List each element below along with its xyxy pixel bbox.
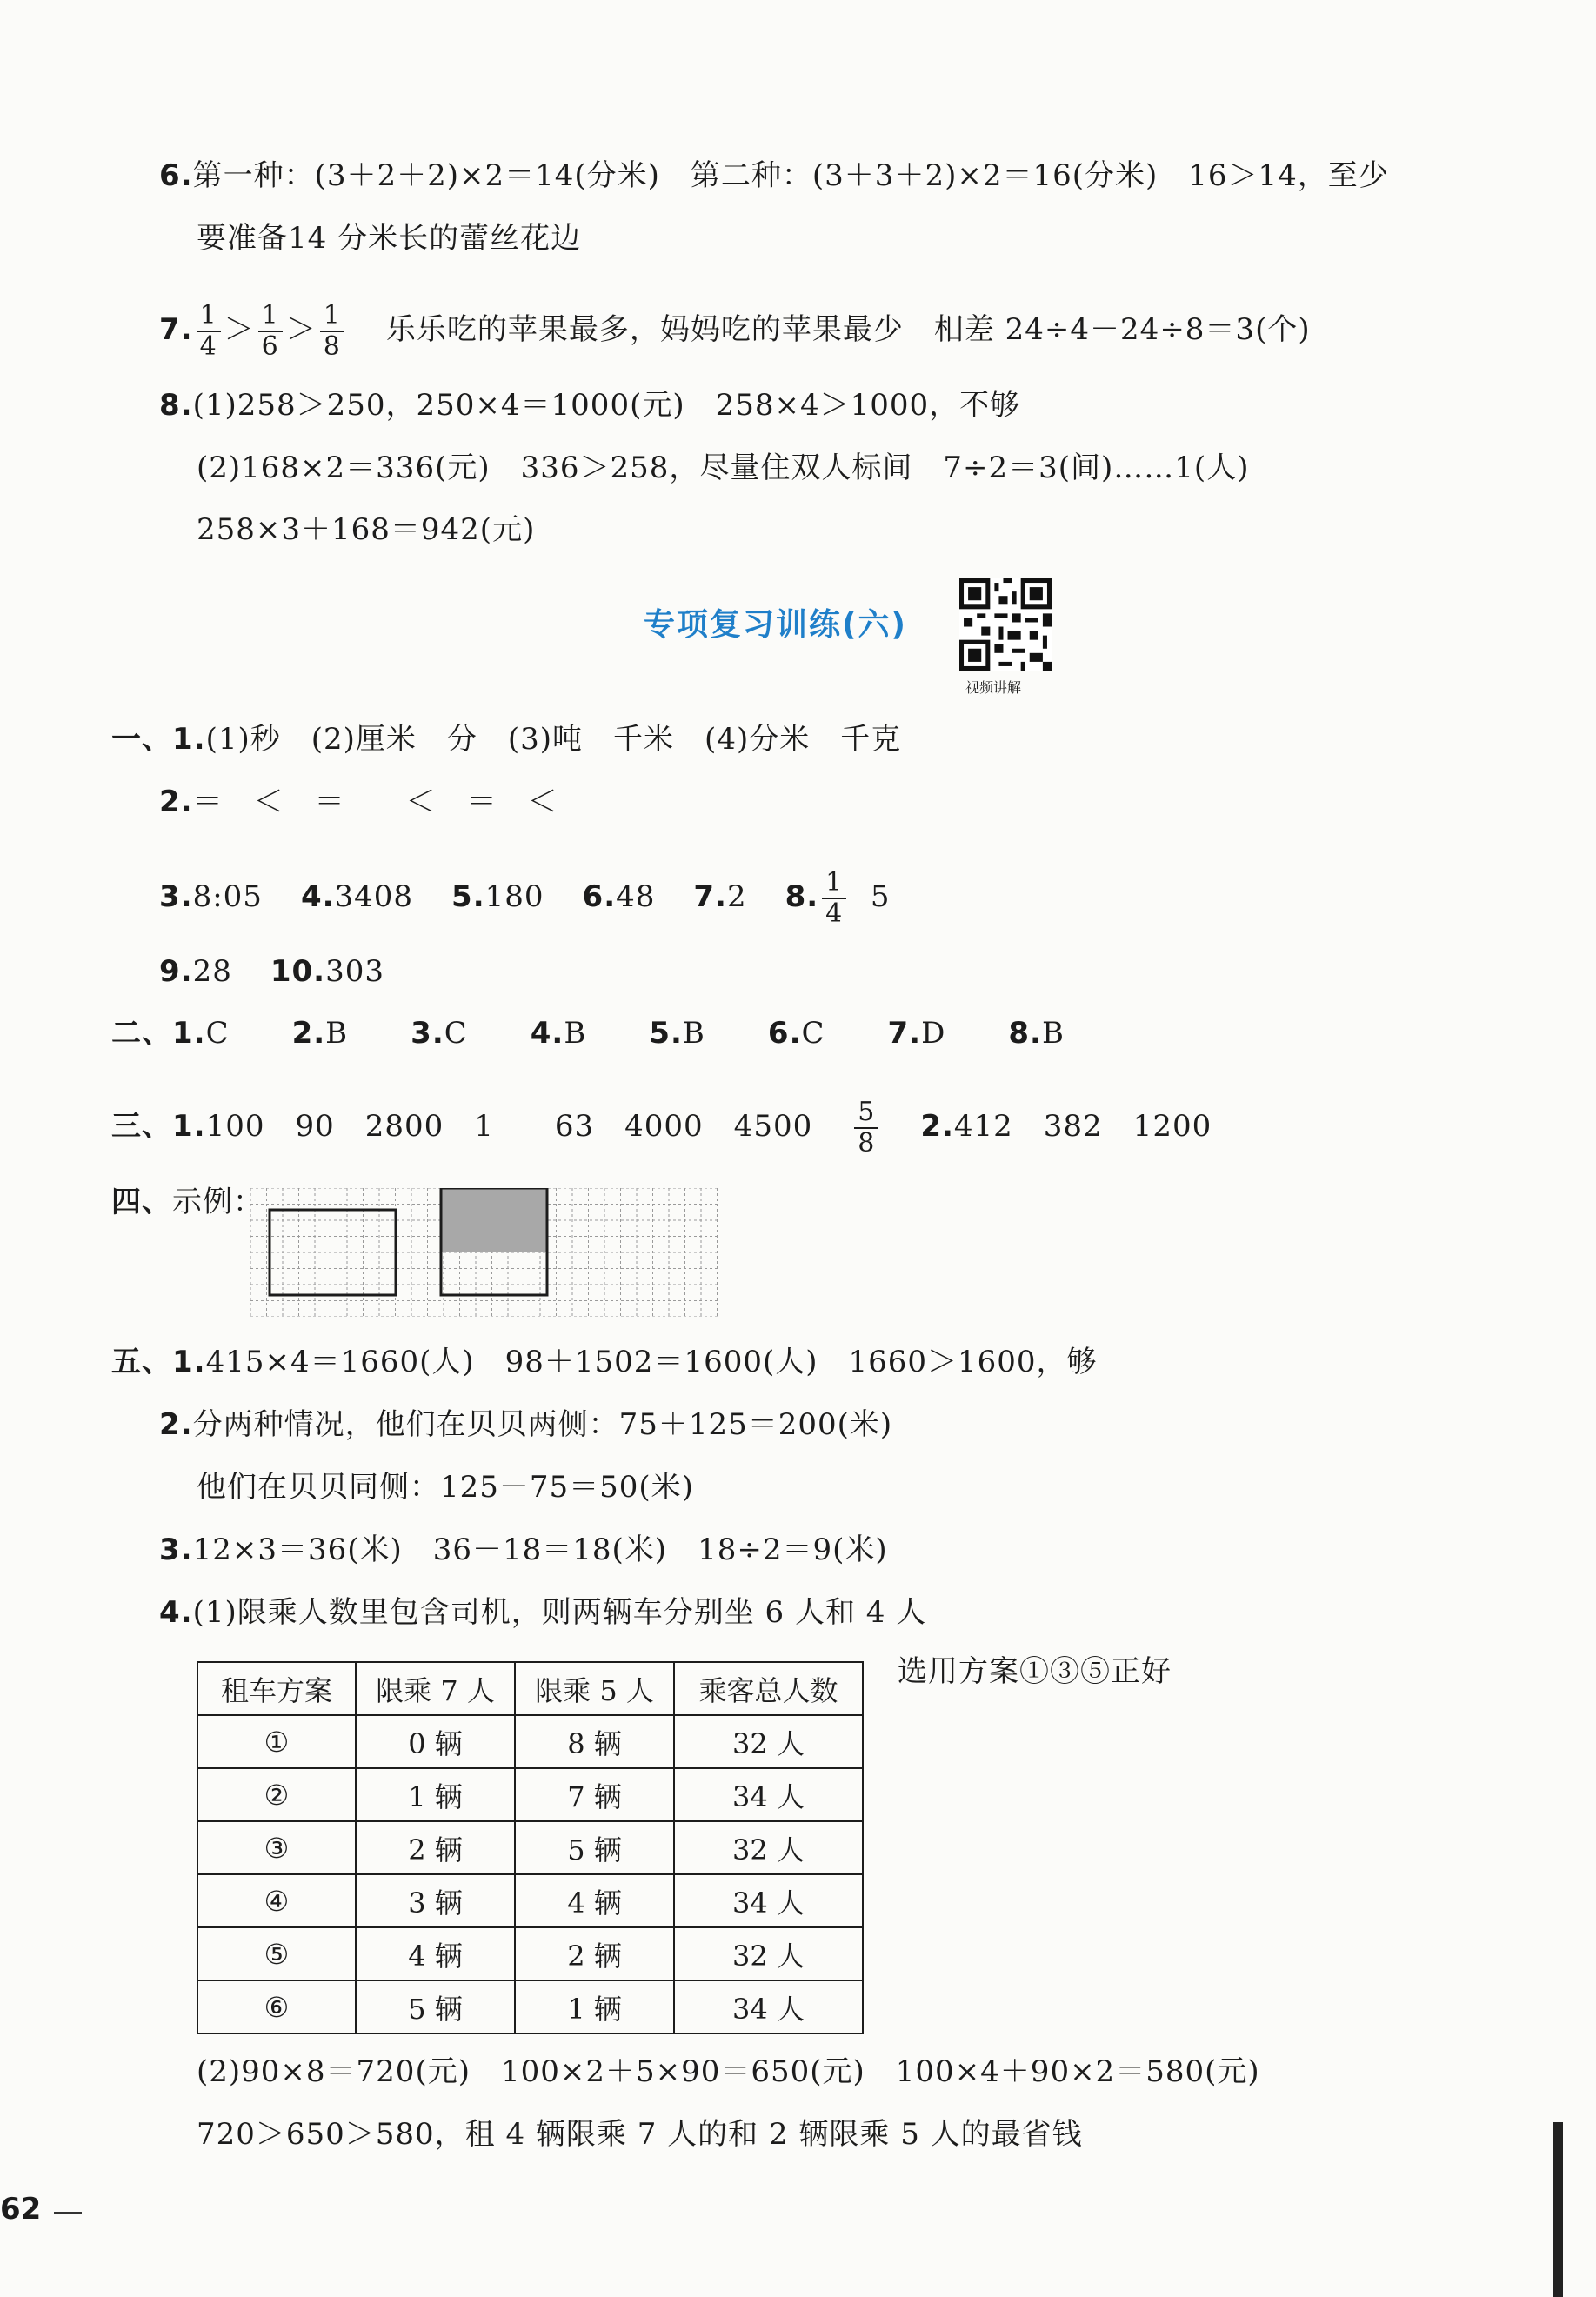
table-cell: ④ bbox=[197, 1874, 356, 1927]
answer-text: 分两种情况，他们在贝贝两侧：75＋125＝200(米) bbox=[192, 1407, 893, 1442]
table-cell: 7 辆 bbox=[515, 1768, 674, 1821]
answer-text: (2)168×2＝336(元) 336＞258，尽量住双人标间 7÷2＝3(间)……1(人) bbox=[197, 451, 1250, 485]
answer-text: 258×3＋168＝942(元) bbox=[197, 512, 536, 547]
item-number: 9. bbox=[159, 954, 193, 989]
table-cell: 3 辆 bbox=[356, 1874, 515, 1927]
table-header: 限乘 5 人 bbox=[515, 1662, 674, 1715]
item-number: 6. bbox=[582, 879, 617, 914]
answer-text: 720＞650＞580，租 4 辆限乘 7 人的和 2 辆限乘 5 人的最省钱 bbox=[197, 2117, 1083, 2152]
table-cell: 4 辆 bbox=[515, 1874, 674, 1927]
table-cell: 32 人 bbox=[674, 1927, 863, 1980]
part-1-line-3 bbox=[159, 868, 891, 929]
table-cell: ② bbox=[197, 1768, 356, 1821]
answer-text: C bbox=[801, 1016, 825, 1051]
item-number: 4. bbox=[300, 879, 335, 914]
answer-text: 2 bbox=[726, 879, 747, 914]
table-row bbox=[197, 1874, 863, 1927]
item-number: 4. bbox=[159, 1595, 193, 1630]
item-number: 1. bbox=[172, 1345, 206, 1379]
item-number: 8. bbox=[785, 879, 819, 914]
table-cell: ⑤ bbox=[197, 1927, 356, 1980]
table-header: 租车方案 bbox=[197, 1662, 356, 1715]
qr-code-icon[interactable] bbox=[959, 578, 1052, 671]
denominator: 8 bbox=[323, 331, 341, 362]
table-cell: 8 辆 bbox=[515, 1715, 674, 1768]
item-number: 10. bbox=[270, 954, 326, 989]
table-cell: 1 辆 bbox=[515, 1980, 674, 2033]
numerator: 1 bbox=[822, 868, 846, 899]
item-number: 5. bbox=[451, 879, 485, 914]
part-1-line-1 bbox=[111, 720, 901, 758]
table-header-row bbox=[197, 1662, 863, 1715]
table-cell: ① bbox=[197, 1715, 356, 1768]
qr-caption: 视频讲解 bbox=[965, 679, 1022, 696]
part-1-line-4 bbox=[159, 952, 384, 991]
answer-text: D bbox=[921, 1016, 946, 1051]
table-cell: 34 人 bbox=[674, 1874, 863, 1927]
denominator: 4 bbox=[825, 898, 844, 929]
greater-sign: ＞ bbox=[285, 312, 317, 347]
item-number: 5. bbox=[649, 1016, 683, 1051]
answer-text: B bbox=[325, 1016, 349, 1051]
scan-edge-shadow bbox=[1553, 2122, 1563, 2297]
numerator: 1 bbox=[258, 301, 283, 332]
part-5-q4 bbox=[159, 1593, 926, 1632]
table-row bbox=[197, 1821, 863, 1874]
answer-6 bbox=[159, 157, 1389, 195]
table-cell: 32 人 bbox=[674, 1715, 863, 1768]
part-5-q2-continued bbox=[197, 1468, 694, 1506]
answer-text: 5 bbox=[870, 879, 891, 914]
item-number: 6. bbox=[159, 158, 193, 193]
answer-text: 12×3＝36(米) 36－18＝18(米) 18÷2＝9(米) bbox=[192, 1532, 888, 1567]
numerator: 1 bbox=[320, 301, 344, 332]
item-number: 2. bbox=[920, 1109, 954, 1144]
answer-text: ＝ ＜ ＝ ＜ ＝ ＜ bbox=[192, 785, 558, 819]
item-number: 2. bbox=[291, 1016, 326, 1051]
answer-text: C bbox=[205, 1016, 230, 1051]
item-number: 6. bbox=[767, 1016, 802, 1051]
numerator: 5 bbox=[854, 1098, 878, 1129]
section-number: 二、 bbox=[111, 1016, 172, 1051]
answer-text: 示例： bbox=[172, 1185, 264, 1219]
answer-text: (1)秒 (2)厘米 分 (3)吨 千米 (4)分米 千克 bbox=[205, 722, 902, 757]
table-row bbox=[197, 1927, 863, 1980]
item-number: 3. bbox=[411, 1016, 444, 1051]
answer-text: 他们在贝贝同侧：125－75＝50(米) bbox=[197, 1470, 694, 1505]
answer-text: (1)258＞250，250×4＝1000(元) 258×4＞1000，不够 bbox=[192, 388, 1021, 423]
item-number: 1. bbox=[172, 1109, 206, 1144]
answer-text: 乐乐吃的苹果最多，妈妈吃的苹果最少 相差 24÷4－24÷8＝3(个) bbox=[385, 312, 1311, 347]
table-row bbox=[197, 1715, 863, 1768]
answer-text: (1)限乘人数里包含司机，则两辆车分别坐 6 人和 4 人 bbox=[192, 1595, 927, 1630]
fraction bbox=[320, 301, 344, 362]
answer-text: 48 bbox=[616, 879, 656, 914]
item-number: 7. bbox=[887, 1016, 922, 1051]
fraction bbox=[197, 301, 221, 362]
answer-text: 28 bbox=[192, 954, 232, 989]
section-number: 一、 bbox=[111, 722, 172, 757]
page-number: 62 bbox=[0, 2192, 42, 2227]
answer-8-part3 bbox=[197, 511, 535, 549]
answer-text: C bbox=[444, 1016, 468, 1051]
item-number: 2. bbox=[159, 785, 193, 819]
table-cell: 34 人 bbox=[674, 1980, 863, 2033]
answer-text: 303 bbox=[325, 954, 384, 989]
table-cell: ⑥ bbox=[197, 1980, 356, 2033]
item-number: 2. bbox=[159, 1407, 193, 1442]
part-5-q3 bbox=[159, 1531, 888, 1569]
table-cell: 2 辆 bbox=[515, 1927, 674, 1980]
plan-choice: 选用方案①③⑤正好 bbox=[898, 1654, 1172, 1689]
table-cell: 5 辆 bbox=[515, 1821, 674, 1874]
answer-8 bbox=[159, 386, 1020, 424]
item-number: 3. bbox=[159, 1532, 193, 1567]
section-number: 四、 bbox=[111, 1185, 172, 1219]
answer-text: B bbox=[564, 1016, 587, 1051]
item-number: 8. bbox=[1008, 1016, 1042, 1051]
rental-plan-table bbox=[197, 1661, 864, 2034]
table-header: 限乘 7 人 bbox=[356, 1662, 515, 1715]
table-row bbox=[197, 1980, 863, 2033]
item-number: 1. bbox=[172, 1016, 206, 1051]
item-number: 3. bbox=[159, 879, 193, 914]
table-cell: 32 人 bbox=[674, 1821, 863, 1874]
table-header: 乘客总人数 bbox=[674, 1662, 863, 1715]
answer-6-continued bbox=[197, 219, 581, 257]
part-5-q4-conclusion bbox=[197, 2115, 1083, 2153]
table-cell: 34 人 bbox=[674, 1768, 863, 1821]
section-number: 三、 bbox=[111, 1109, 172, 1144]
answer-8-part2 bbox=[197, 449, 1249, 487]
denominator: 4 bbox=[199, 331, 217, 362]
table-cell: 1 辆 bbox=[356, 1768, 515, 1821]
answer-text: 8:05 bbox=[192, 879, 263, 914]
answer-text: 412 382 1200 bbox=[953, 1109, 1212, 1144]
fraction bbox=[258, 301, 283, 362]
answer-text: 要准备14 分米长的蕾丝花边 bbox=[197, 221, 582, 256]
numerator: 1 bbox=[197, 301, 221, 332]
denominator: 6 bbox=[261, 331, 279, 362]
section-title: 专项复习训练(六) bbox=[644, 607, 907, 643]
part-5-q4-part2 bbox=[197, 2053, 1260, 2091]
answer-text: 第一种：(3＋2＋2)×2＝14(分米) 第二种：(3＋3＋2)×2＝16(分米) 16＞14，至少 bbox=[192, 158, 1389, 193]
section-number: 五、 bbox=[111, 1345, 172, 1379]
shaded-square bbox=[441, 1188, 547, 1252]
page-number-rule bbox=[54, 2212, 82, 2214]
part-4 bbox=[111, 1183, 264, 1221]
answer-text: (2)90×8＝720(元) 100×2＋5×90＝650(元) 100×4＋90×2＝580(元) bbox=[197, 2054, 1260, 2089]
grid-diagram bbox=[250, 1188, 720, 1317]
table-cell: 4 辆 bbox=[356, 1927, 515, 1980]
table-cell: 0 辆 bbox=[356, 1715, 515, 1768]
part-2 bbox=[111, 1014, 1065, 1052]
table-cell: 2 辆 bbox=[356, 1821, 515, 1874]
answer-text: 415×4＝1660(人) 98＋1502＝1600(人) 1660＞1600，够 bbox=[205, 1345, 1098, 1379]
denominator: 8 bbox=[858, 1128, 876, 1159]
table-cell: ③ bbox=[197, 1821, 356, 1874]
table-row bbox=[197, 1768, 863, 1821]
answer-text: 180 bbox=[484, 879, 544, 914]
item-number: 8. bbox=[159, 388, 193, 423]
part-5-q1 bbox=[111, 1343, 1098, 1381]
item-number: 4. bbox=[530, 1016, 564, 1051]
item-number: 7. bbox=[159, 312, 193, 347]
answer-text: B bbox=[682, 1016, 705, 1051]
answer-text: 3408 bbox=[334, 879, 414, 914]
part-3 bbox=[111, 1098, 1212, 1159]
answer-text: B bbox=[1041, 1016, 1065, 1051]
greater-sign: ＞ bbox=[224, 312, 255, 347]
answer-text: 100 90 2800 1 63 4000 4500 bbox=[205, 1109, 813, 1144]
answer-7 bbox=[159, 301, 1311, 362]
part-5-q2 bbox=[159, 1406, 892, 1444]
item-number: 7. bbox=[693, 879, 727, 914]
part-1-line-2 bbox=[159, 783, 558, 821]
table-cell: 5 辆 bbox=[356, 1980, 515, 2033]
fraction bbox=[822, 868, 846, 929]
fraction bbox=[854, 1098, 878, 1159]
item-number: 1. bbox=[172, 722, 206, 757]
